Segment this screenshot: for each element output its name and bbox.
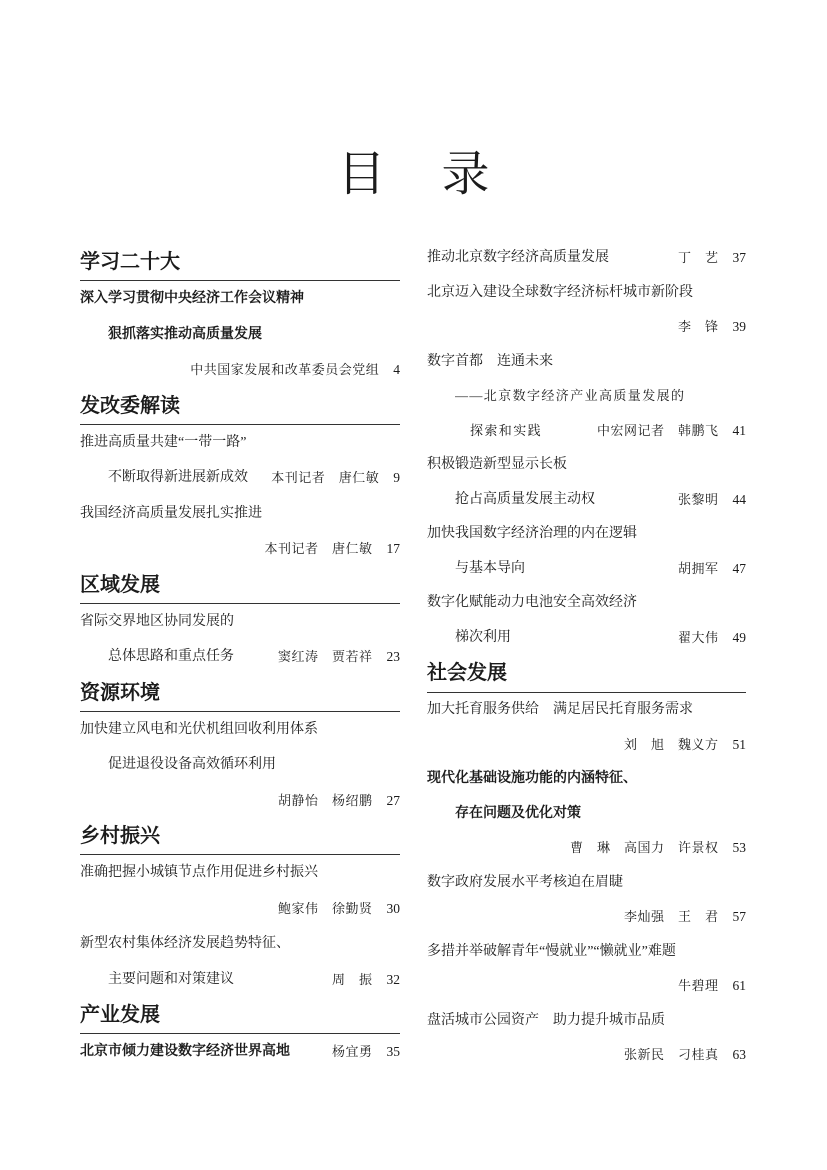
toc-entry-title: 存在问题及优化对策: [455, 805, 581, 821]
toc-entry-title: 深入学习贯彻中央经济工作会议精神: [80, 291, 304, 306]
toc-page-number: 39: [732, 319, 746, 334]
toc-entry-title: 主要问题和对策建议: [108, 971, 234, 987]
toc-page-number: 35: [386, 1044, 400, 1059]
toc-left-column: [80, 244, 400, 1070]
toc-author: 刘 旭 魏义方: [623, 736, 719, 752]
toc-entry: [80, 639, 400, 675]
toc-entry-title: 促进退役设备高效循环利用: [108, 757, 276, 772]
toc-page-number: 47: [732, 560, 746, 576]
toc-entry: [80, 496, 400, 532]
toc-entry-title: 加快我国数字经济治理的内在逻辑: [427, 526, 637, 541]
toc-page-number: 37: [732, 250, 746, 265]
toc-entry: [427, 621, 746, 656]
toc-entry-title: 加快建立风电和光伏机组回收利用体系: [80, 721, 318, 737]
toc-entry: [80, 281, 400, 317]
toc-author: 胡拥军: [677, 560, 719, 576]
toc-entry-title: 数字首都 连通未来: [427, 353, 553, 369]
toc-entry: [427, 345, 746, 380]
toc-entry: [427, 517, 746, 552]
section-heading: 学习二十大: [80, 244, 400, 281]
toc-entry: [427, 1004, 746, 1039]
toc-page-number: 17: [386, 541, 400, 556]
toc-entry-title: 推动北京数字经济高质量发展: [427, 250, 609, 265]
section-heading: 区域发展: [80, 567, 400, 604]
toc-author: 本刊记者 唐仁敏: [264, 541, 373, 556]
toc-page-number: 53: [732, 840, 746, 855]
toc-author: 牛碧理: [677, 978, 719, 993]
toc-entry-byline: [427, 728, 746, 763]
toc-entry: [80, 317, 400, 353]
section-heading: 产业发展: [80, 997, 400, 1034]
toc-author: 丁 艺: [677, 250, 719, 265]
toc-entry: [427, 935, 746, 970]
toc-page-number: 61: [732, 978, 746, 993]
toc-entry: [427, 448, 746, 483]
toc-entry: [427, 866, 746, 901]
toc-entry: [80, 962, 400, 998]
toc-entry-title: 北京迈入建设全球数字经济标杆城市新阶段: [427, 284, 693, 300]
toc-entry-byline: [80, 531, 400, 567]
toc-entry-title: 加大托育服务供给 满足居民托育服务需求: [427, 702, 693, 717]
toc-page-number: 9: [393, 470, 400, 485]
toc-entry: [427, 762, 746, 797]
toc-entry-byline: [80, 352, 400, 388]
toc-author: 胡静怡 杨绍鹏: [277, 792, 373, 808]
toc-entry: [80, 425, 400, 461]
toc-entry-title: 多措并举破解青年“慢就业”“懒就业”难题: [427, 943, 676, 959]
toc-author: 翟大伟: [677, 629, 719, 645]
toc-author: 曹 琳 高国力 许景权: [569, 840, 719, 855]
toc-entry-subtitle: [427, 414, 746, 449]
toc-entry: [427, 586, 746, 621]
section-heading: 乡村振兴: [80, 818, 400, 855]
toc-author: 窦红涛 贾若祥: [277, 649, 373, 664]
toc-author: 张黎明: [677, 491, 719, 507]
toc-entry-title: 北京市倾力建设数字经济世界高地: [80, 1044, 290, 1059]
toc-entry-title: 探索和实践: [470, 422, 543, 438]
toc-entry-title: 现代化基础设施功能的内涵特征、: [427, 771, 637, 786]
toc-page-number: 57: [732, 909, 746, 924]
toc-entry-title: 省际交界地区协同发展的: [80, 613, 234, 629]
toc-entry-title: 准确把握小城镇节点作用促进乡村振兴: [80, 865, 318, 880]
toc-author: 张新民 刁桂真: [623, 1047, 719, 1062]
section-heading: 资源环境: [80, 675, 400, 712]
toc-page-number: 27: [386, 792, 400, 808]
toc-entry: [80, 712, 400, 748]
toc-entry-title: 抢占高质量发展主动权: [455, 491, 595, 507]
toc-entry-title: 推进高质量共建“一带一路”: [80, 434, 247, 450]
toc-page-number: 63: [732, 1047, 746, 1062]
toc-entry-title: 与基本导向: [455, 560, 525, 576]
toc-entry-title: 我国经济高质量发展扎实推进: [80, 505, 262, 521]
toc-page-number: 49: [732, 629, 746, 645]
toc-page-number: 44: [732, 491, 746, 507]
toc-entry-byline: [427, 1038, 746, 1073]
toc-entry: [427, 797, 746, 832]
toc-entry-title: 积极锻造新型显示长板: [427, 457, 567, 472]
toc-page-number: 30: [386, 900, 400, 916]
toc-author: 中共国家发展和改革委员会党组: [190, 362, 380, 377]
section-heading: 社会发展: [427, 655, 746, 693]
toc-entry-byline: [427, 969, 746, 1004]
toc-entry-title: 梯次利用: [455, 629, 511, 645]
toc-page-number: 23: [386, 649, 400, 664]
toc-entry: [427, 483, 746, 518]
toc-entry-title: ——北京数字经济产业高质量发展的: [455, 388, 686, 403]
toc-entry: [80, 460, 400, 496]
toc-entry-title: 数字化赋能动力电池安全高效经济: [427, 595, 637, 610]
toc-entry-title: 盘活城市公园资产 助力提升城市品质: [427, 1012, 665, 1028]
toc-right-column: [427, 241, 746, 1073]
toc-entry-byline: [427, 831, 746, 866]
toc-entry-byline: [80, 783, 400, 819]
section-heading: 发改委解读: [80, 388, 400, 425]
toc-entry: [427, 276, 746, 311]
toc-entry-byline: [80, 891, 400, 927]
toc-author: 中宏网记者 韩鹏飞: [596, 422, 719, 438]
toc-entry-subtitle: [427, 379, 746, 414]
toc-entry: [80, 926, 400, 962]
toc-page-number: 51: [732, 736, 746, 752]
toc-author: 杨宜勇: [331, 1044, 373, 1059]
toc-entry-title: 新型农村集体经济发展趋势特征、: [80, 936, 290, 951]
toc-entry-title: 不断取得新进展新成效: [108, 470, 248, 485]
toc-entry: [80, 747, 400, 783]
toc-entry: [427, 693, 746, 728]
toc-entry: [80, 855, 400, 891]
toc-author: 李灿强 王 君: [623, 909, 719, 924]
toc-entry-title: 狠抓落实推动高质量发展: [108, 326, 262, 342]
toc-entry: [80, 604, 400, 640]
toc-author: 本刊记者 唐仁敏: [271, 470, 380, 485]
toc-entry-byline: [427, 900, 746, 935]
toc-entry: [427, 552, 746, 587]
page-title: 目 录: [337, 148, 490, 201]
toc-author: 鲍家伟 徐勤贤: [277, 900, 373, 916]
toc-entry: [80, 1034, 400, 1070]
toc-entry: [427, 241, 746, 276]
toc-page-number: 4: [393, 362, 400, 377]
toc-entry-byline: [427, 310, 746, 345]
toc-author: 李 锋: [677, 319, 719, 334]
toc-author: 周 振: [331, 971, 373, 987]
toc-page-number: 32: [386, 971, 400, 987]
toc-entry-title: 数字政府发展水平考核迫在眉睫: [427, 874, 623, 890]
toc-page-number: 41: [732, 422, 746, 438]
toc-entry-title: 总体思路和重点任务: [108, 649, 234, 664]
